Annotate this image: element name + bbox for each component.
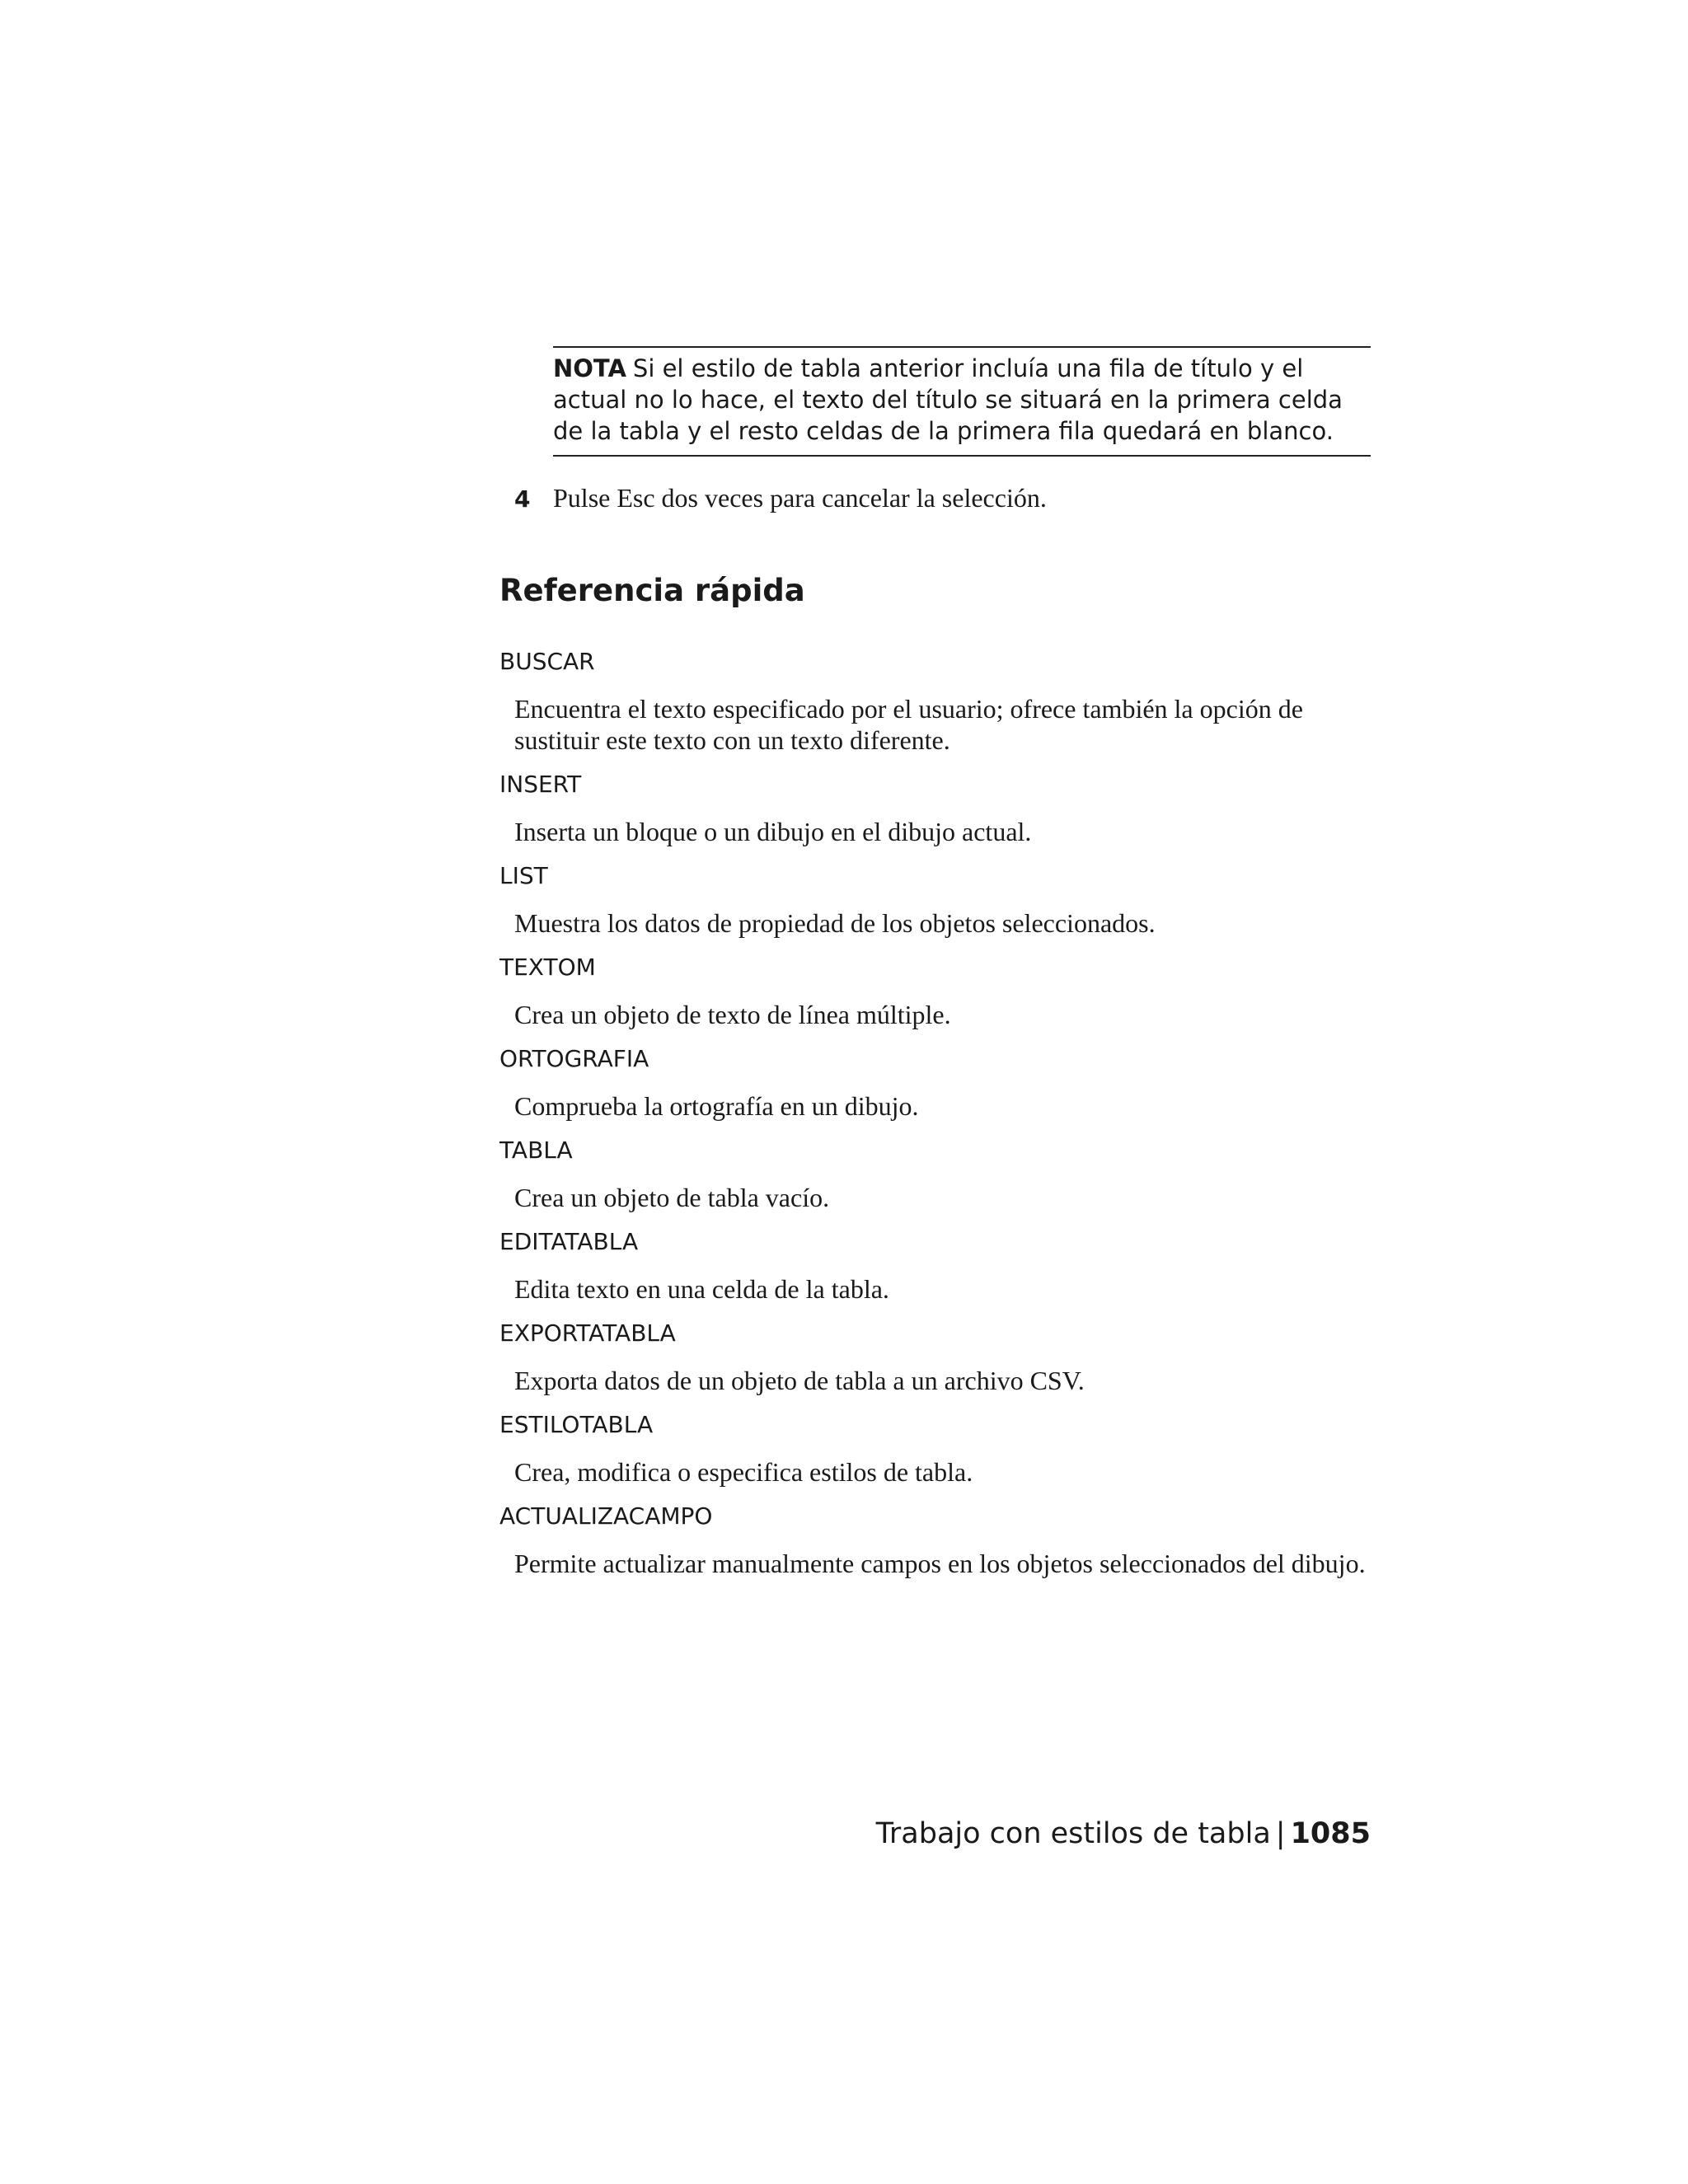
command-entry (499, 861, 1373, 939)
command-description: Comprueba la ortografía en un dibujo. (514, 1091, 919, 1121)
page-number: 1085 (1290, 1817, 1371, 1850)
command-entry (499, 1410, 1373, 1488)
command-entry (499, 1319, 1373, 1396)
command-entry (499, 953, 1373, 1030)
command-name: ESTILOTABLA (499, 1411, 654, 1438)
command-description: Inserta un bloque o un dibujo en el dibujo actual. (514, 817, 1032, 846)
footer-separator: | (1275, 1817, 1286, 1850)
command-name: EDITATABLA (499, 1228, 639, 1255)
step-text: Pulse Esc dos veces para cancelar la selección. (553, 483, 1047, 513)
command-entry (499, 1044, 1373, 1122)
command-name: ORTOGRAFIA (499, 1045, 649, 1072)
quick-reference-list (499, 647, 1373, 1593)
step-number: 4 (514, 485, 531, 513)
command-description: Permite actualizar manualmente campos en los objetos seleccionados del dibujo. (514, 1549, 1366, 1578)
command-entry (499, 1502, 1373, 1579)
command-description: Muestra los datos de propiedad de los objetos seleccionados. (514, 908, 1156, 938)
command-name: BUSCAR (499, 648, 595, 675)
command-name: EXPORTATABLA (499, 1319, 676, 1347)
command-description: Crea un objeto de tabla vacío. (514, 1183, 830, 1212)
note-box (553, 346, 1371, 457)
command-description: Crea un objeto de texto de línea múltiple. (514, 1000, 951, 1029)
command-entry (499, 1136, 1373, 1213)
command-description: Edita texto en una celda de la tabla. (514, 1274, 889, 1304)
command-name: TEXTOM (499, 954, 596, 981)
command-name: LIST (499, 862, 548, 889)
note-text: Si el estilo de tabla anterior incluía una fila de título y el actual no lo hace, el texto del título se situará en la primera celda de la tabla y el resto celdas de la primera fila quedará en blanco. (553, 354, 1343, 445)
command-name: INSERT (499, 771, 582, 798)
command-name: TABLA (499, 1137, 573, 1164)
command-entry (499, 1227, 1373, 1305)
footer-chapter: Trabajo con estilos de tabla (875, 1817, 1271, 1850)
page-footer (876, 1817, 1371, 1850)
command-name: ACTUALIZACAMPO (499, 1502, 713, 1530)
command-entry (499, 647, 1373, 756)
note-label: NOTA (553, 354, 626, 382)
step-item (514, 481, 1047, 516)
command-description: Crea, modifica o especifica estilos de tabla. (514, 1457, 973, 1487)
command-description: Exporta datos de un objeto de tabla a un archivo CSV. (514, 1366, 1085, 1395)
section-heading: Referencia rápida (499, 573, 805, 608)
command-description: Encuentra el texto especificado por el usuario; ofrece también la opción de sustituir este texto con un texto diferente. (514, 694, 1303, 755)
command-entry (499, 770, 1373, 847)
